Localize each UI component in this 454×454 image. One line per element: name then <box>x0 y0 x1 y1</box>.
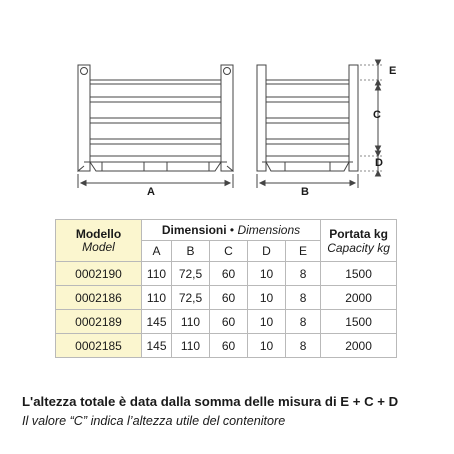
dimension-a-label: A <box>147 186 155 198</box>
dimensions-header-label: Dimensioni <box>161 223 227 237</box>
model-code: 0002186 <box>56 286 142 310</box>
model-code: 0002190 <box>56 262 142 286</box>
model-header <box>56 220 142 262</box>
cell-d: 10 <box>248 310 286 334</box>
cell-a: 110 <box>142 262 172 286</box>
column-a-header: A <box>142 241 172 262</box>
front-left-lifting-eye <box>81 68 88 75</box>
front-right-post <box>221 65 233 171</box>
model-code: 0002185 <box>56 334 142 358</box>
cell-a: 110 <box>142 286 172 310</box>
dimension-b-label: B <box>301 186 309 198</box>
cell-b: 72,5 <box>172 262 210 286</box>
table-row <box>56 262 397 286</box>
cell-d: 10 <box>248 262 286 286</box>
cell-capacity: 2000 <box>321 334 397 358</box>
table-row <box>56 310 397 334</box>
cell-e: 8 <box>286 334 321 358</box>
technical-drawing <box>0 0 454 215</box>
column-c-header: C <box>210 241 248 262</box>
dimension-e-label: E <box>389 65 397 77</box>
dimensions-table <box>55 219 397 358</box>
side-view <box>257 60 384 188</box>
capacity-header-label: Portata kg <box>329 226 388 241</box>
cell-b: 110 <box>172 310 210 334</box>
cell-d: 10 <box>248 334 286 358</box>
front-left-post <box>78 65 90 171</box>
cell-b: 110 <box>172 334 210 358</box>
total-height-note: L'altezza totale è data dalla somma delle misura di E + C + D <box>22 394 399 409</box>
dimensions-bullet: • <box>229 223 235 237</box>
container-drawing-svg <box>0 0 454 215</box>
cell-e: 8 <box>286 262 321 286</box>
cell-a: 145 <box>142 310 172 334</box>
model-header-label: Modello <box>75 226 122 241</box>
cell-capacity: 1500 <box>321 310 397 334</box>
column-e-header: E <box>286 241 321 262</box>
cell-e: 8 <box>286 286 321 310</box>
dimensions-header <box>142 220 321 241</box>
capacity-header-label-en: Capacity kg <box>327 240 390 255</box>
cell-c: 60 <box>210 310 248 334</box>
table-row <box>56 286 397 310</box>
model-header-label-en: Model <box>82 239 115 254</box>
cell-b: 72,5 <box>172 286 210 310</box>
table-header-row <box>56 220 397 241</box>
cell-c: 60 <box>210 334 248 358</box>
dimensions-header-label-en: Dimensions <box>237 223 301 237</box>
front-view <box>78 65 233 188</box>
cell-e: 8 <box>286 310 321 334</box>
cell-a: 145 <box>142 334 172 358</box>
cell-c: 60 <box>210 286 248 310</box>
dimension-c-label: C <box>373 109 381 121</box>
side-left-post <box>257 65 266 171</box>
table-row <box>56 334 397 358</box>
cell-d: 10 <box>248 286 286 310</box>
side-right-post <box>349 65 358 171</box>
column-b-header: B <box>172 241 210 262</box>
column-d-header: D <box>248 241 286 262</box>
capacity-header <box>321 220 397 262</box>
cell-c: 60 <box>210 262 248 286</box>
cell-capacity: 1500 <box>321 262 397 286</box>
cell-capacity: 2000 <box>321 286 397 310</box>
model-code: 0002189 <box>56 310 142 334</box>
usable-height-note: Il valore “C” indica l’altezza utile del contenitore <box>22 414 286 428</box>
front-right-lifting-eye <box>224 68 231 75</box>
dimension-d-label: D <box>375 157 383 169</box>
